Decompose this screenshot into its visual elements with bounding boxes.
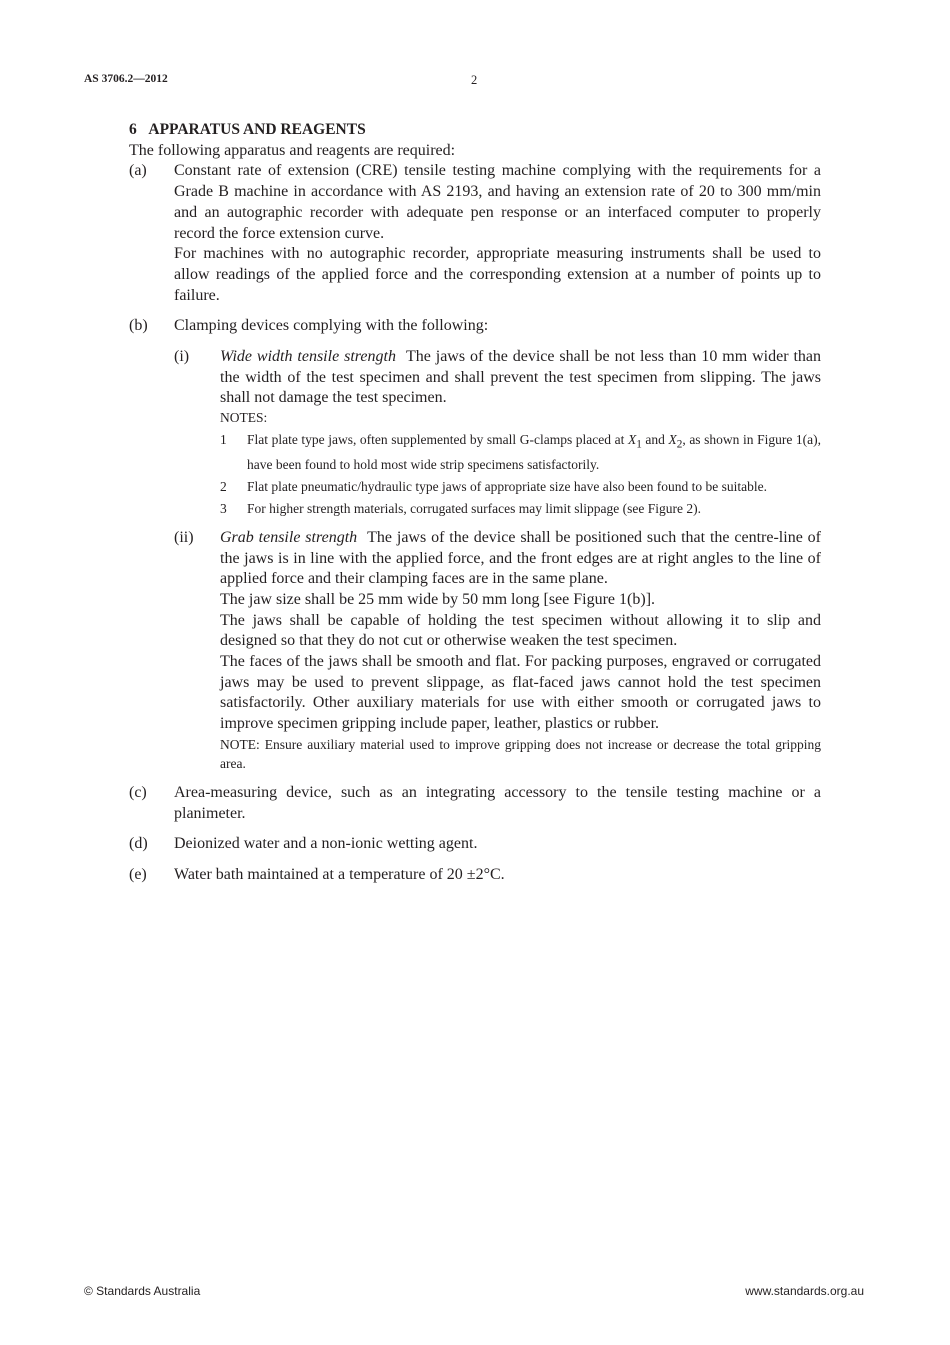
document-id: AS 3706.2—2012	[84, 73, 168, 85]
note-2	[220, 477, 821, 496]
footer-copyright: © Standards Australia	[84, 1284, 201, 1298]
list-item-b	[129, 316, 821, 773]
footer-website: www.standards.org.au	[745, 1284, 864, 1298]
sub-item-title: Wide width tensile strength	[220, 348, 396, 366]
sub-item-note: NOTE: Ensure auxiliary material used to improve gripping does not increase or decrease the total gripping area.	[220, 736, 821, 771]
sub-item-paragraph: The jaws shall be capable of holding the test specimen without allowing it to slip and designed so that they do not cut or otherwise weaken the test specimen.	[220, 611, 821, 650]
list-item-c	[129, 783, 821, 824]
section-number: 6	[129, 121, 137, 138]
note-number: 3	[220, 500, 227, 516]
note-1	[220, 430, 821, 474]
sub-item-i	[174, 347, 821, 518]
item-text: Clamping devices complying with the following:	[174, 317, 489, 335]
item-label: (c)	[129, 783, 147, 801]
item-text: Constant rate of extension (CRE) tensile testing machine complying with the requirements for a Grade B machine in accordance with AS 2193, and having an extension rate of 20 to 300 mm/min and an autographic recorder with adequate pen response or an interfaced computer to properly record the force extension curve.	[174, 162, 821, 242]
sub-item-text: The jaws of the device shall be positioned such that the centre-line of the jaws is in line with the applied force, and the front edges are at right angles to the line of applied force and their clamping faces are in the same plane.	[220, 528, 821, 588]
section-heading	[129, 120, 821, 141]
item-label: (e)	[129, 865, 147, 883]
sub-item-paragraph: The faces of the jaws shall be smooth and flat. For packing purposes, engraved or corrugated jaws may be used to prevent slippage, as flat-faced jaws cannot hold the test specimen satisfactorily. Other auxiliary materials for use with either smooth or corrugated jaws to improve specimen gripping include paper, leather, plastics or rubber.	[220, 653, 821, 733]
sub-item-text: The jaws of the device shall be not less than 10 mm wider than the width of the test specimen and shall prevent the test specimen from slipping. The jaws shall not damage the test specimen.	[220, 348, 821, 407]
sub-item-ii	[174, 528, 821, 773]
item-text: Area-measuring device, such as an integrating accessory to the tensile testing machine or a planimeter.	[174, 783, 821, 822]
item-label: (a)	[129, 162, 147, 180]
page-number: 2	[471, 73, 478, 87]
note-number: 1	[220, 432, 227, 448]
section-intro: The following apparatus and reagents are required:	[129, 141, 456, 159]
item-label: (b)	[129, 317, 148, 335]
list-item-e	[129, 865, 821, 886]
item-text: Deionized water and a non-ionic wetting agent.	[174, 835, 478, 853]
item-label: (d)	[129, 835, 148, 853]
sub-item-title: Grab tensile strength	[220, 528, 358, 546]
sub-item-label: (ii)	[174, 528, 194, 546]
notes-heading: NOTES:	[220, 410, 268, 426]
note-text: Flat plate pneumatic/hydraulic type jaws of appropriate size have also been found to be suitable.	[247, 478, 767, 494]
note-text: Flat plate type jaws, often supplemented by small G-clamps placed at $X_1$ and $X_2$, as shown in Figure 1(a), have been found to hold most wide strip specimens satisfactorily.	[247, 432, 822, 472]
item-text-secondary: For machines with no autographic recorder, appropriate measuring instruments shall be used to allow readings of the applied force and the corresponding extension at a number of points up to failure.	[174, 245, 821, 304]
note-text: For higher strength materials, corrugated surfaces may limit slippage (see Figure 2).	[247, 500, 701, 516]
list-item-d	[129, 834, 821, 855]
item-text: Water bath maintained at a temperature of 20 ±2°C.	[174, 865, 505, 883]
note-number: 2	[220, 478, 227, 494]
sub-item-label: (i)	[174, 348, 190, 366]
note-3	[220, 499, 821, 518]
sub-item-paragraph: The jaw size shall be 25 mm wide by 50 mm long [see Figure 1(b)].	[220, 590, 656, 608]
list-item-a	[129, 161, 821, 306]
page-content	[129, 120, 821, 886]
section-title: APPARATUS AND REAGENTS	[148, 121, 366, 138]
